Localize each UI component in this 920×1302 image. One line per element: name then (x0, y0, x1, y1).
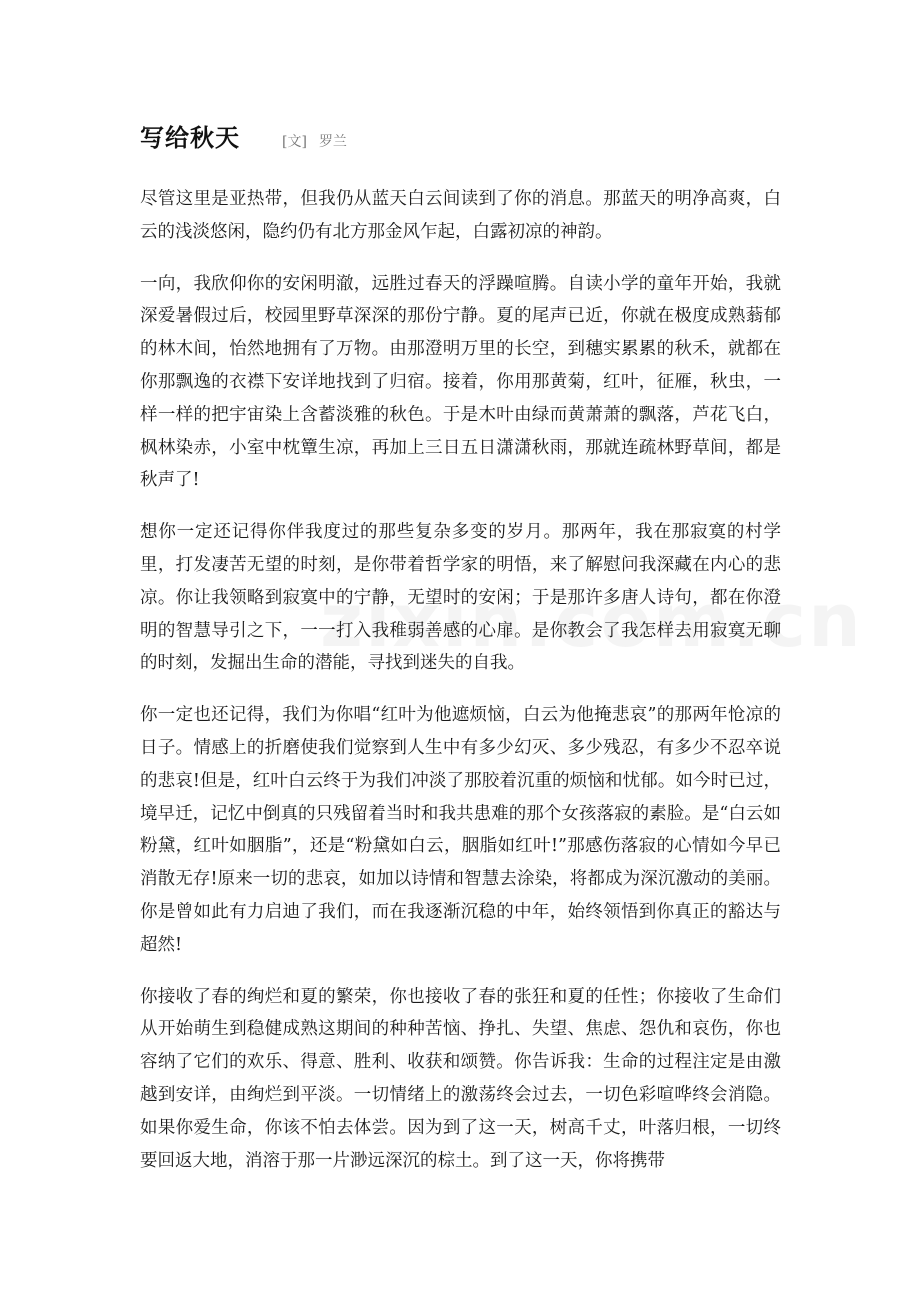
byline (282, 131, 347, 151)
paragraph: 尽管这里是亚热带，但我仍从蓝天白云间读到了你的消息。那蓝天的明净高爽，白云的浅淡悠闲，隐约仍有北方那金风乍起，白露初凉的神韵。 (140, 189, 781, 242)
author-name: 罗兰 (318, 134, 347, 150)
article-header (140, 118, 347, 153)
paragraph: 一向，我欣仰你的安闲明澈，远胜过春天的浮躁喧腾。自读小学的童年开始，我就深爱暑假过后，校园里野草深深的那份宁静。夏的尾声已近，你就在极度成熟蓊郁的林木间，怡然地拥有了万物。由那澄明万里的长空，到穗实累累的秋禾，就都在你那飘逸的衣襟下安详地找到了归宿。接着，你用那黄菊，红叶，征雁，秋虫，一样一样的把宇宙染上含蓄淡雅的秋色。于是木叶由绿而黄萧萧的飘落，芦花飞白，枫林染赤，小室中枕簟生凉，再加上三日五日潇潇秋雨，那就连疏林野草间，都是秋声了! (140, 273, 781, 491)
paragraph: 你接收了春的绚烂和夏的繁荣，你也接收了春的张狂和夏的任性；你接收了生命们从开始萌生到稳健成熟这期间的种种苦恼、挣扎、失望、焦虑、怨仇和哀伤，你也容纳了它们的欢乐、得意、胜利、收获和颂赞。你告诉我：生命的过程注定是由激越到安详，由绚烂到平淡。一切情绪上的激荡终会过去，一切色彩喧哗终会消隐。如果你爱生命，你该不怕去体尝。因为到了这一天，树高千丈，叶落归根，一切终要回返大地，消溶于那一片渺远深沉的棕土。到了这一天，你将携带 (140, 986, 781, 1171)
byline-tag: [文] (282, 134, 307, 150)
paragraph: 想你一定还记得你伴我度过的那些复杂多变的岁月。那两年，我在那寂寞的村学里，打发凄苦无望的时刻，是你带着哲学家的明悟，来了解慰问我深藏在内心的悲凉。你让我领略到寂寞中的宁静，无望时的安闲；于是那许多唐人诗句，都在你澄明的智慧导引之下，一一打入我稚弱善感的心扉。是你教会了我怎样去用寂寞无聊的时刻，发掘出生命的潜能，寻找到迷失的自我。 (140, 522, 781, 674)
article-title: 写给秋天 (140, 123, 240, 152)
paragraph: 你一定也还记得，我们为你唱“红叶为他遮烦恼，白云为他掩悲哀”的那两年怆凉的日子。情感上的折磨使我们觉察到人生中有多少幻灭、多少残忍，有多少不忍卒说的悲哀!但是，红叶白云终于为我们冲淡了那胶着沉重的烦恼和忧郁。如今时已过，境早迁，记忆中倒真的只残留着当时和我共患难的那个女孩落寂的素脸。是“白云如粉黛，红叶如胭脂”，还是“粉黛如白云，胭脂如红叶!”那感伤落寂的心情如今早已消散无存!原来一切的悲哀，如加以诗情和智慧去涂染，将都成为深沉激动的美丽。你是曾如此有力启迪了我们，而在我逐渐沉稳的中年，始终领悟到你真正的豁达与超然! (140, 705, 781, 955)
article-body (140, 183, 781, 1177)
